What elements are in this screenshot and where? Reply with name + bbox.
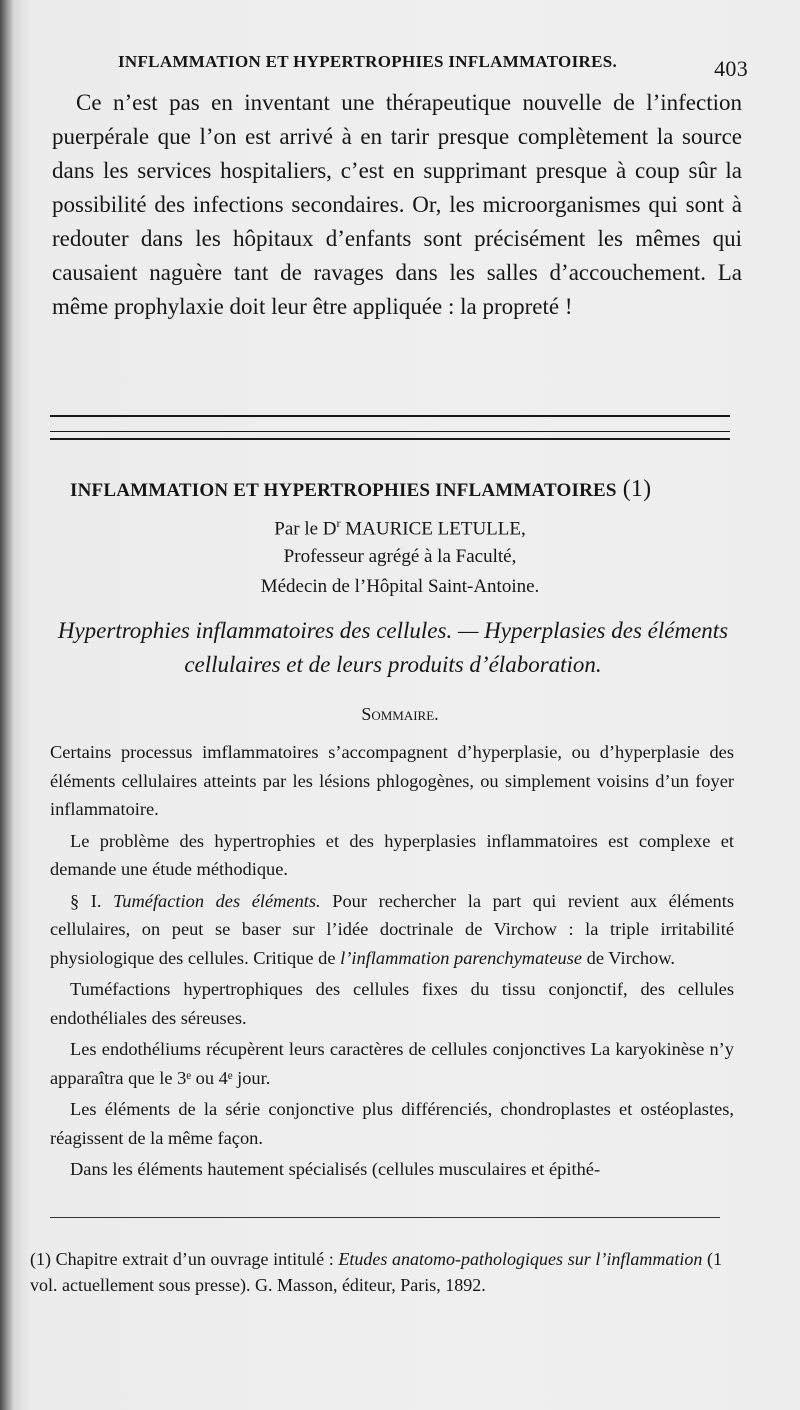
summary-paragraph-2: Le problème des hypertrophies et des hyperplasies inflammatoires est complexe et demande une étude méthodique. — [50, 830, 734, 879]
summary-paragraph-7: Dans les éléments hautement spécialisés (cellules musculaires et épithé- — [70, 1159, 601, 1179]
section-rule-middle — [50, 431, 730, 432]
section-heading: Tuméfaction des éléments. — [113, 890, 321, 911]
section-italic-term: l’inflammation parenchymateuse — [340, 947, 583, 968]
summary-paragraph-4: Tuméfactions hypertrophiques des cellules fixes du tissu conjonctif, des cellules endothéliales des séreuses. — [50, 979, 734, 1028]
section-marker: § I. — [70, 890, 114, 911]
section-rule-bottom — [50, 438, 730, 440]
footnote-rule — [50, 1217, 720, 1218]
section-text-end: de Virchow. — [582, 947, 675, 968]
intro-paragraph: Ce n’est pas en inventant une thérapeutique nouvelle de l’infection puerpérale que l’on est arrivé à en tarir presque complètement la source dans les services hospitaliers, c’est en supprimant presque à coup sûr la possibilité des infections secondaires. Or, les microorganismes qui sont à redouter dans les hôpitaux d’enfants sont précisément les mêmes qui causaient naguère tant de ravages dans les salles d’accouchement. La même prophylaxie doit leur être appliquée : la propreté ! — [52, 90, 742, 319]
author-prefix-sup: r — [336, 516, 341, 530]
summary-block — [50, 738, 734, 1187]
author-line — [120, 516, 680, 540]
article-subtitle: Hypertrophies inflammatoires des cellules. — Hyperplasies des éléments cellulaires et de leurs produits d’élaboration. — [57, 618, 729, 677]
summary-paragraph-6: Les éléments de la série conjonctive plus différenciés, chondroplastes et ostéoplastes, réagissent de la même façon. — [50, 1099, 734, 1148]
summary-paragraph-3 — [50, 887, 734, 973]
footnote-rest: (1 vol. actuellement sous presse). G. Masson, éditeur, Paris, 1892. — [30, 1249, 722, 1295]
article-title — [70, 476, 730, 503]
sommaire-heading: Sommaire. — [361, 704, 439, 724]
footnote-work-title: Etudes anatomo-pathologiques sur l’inflammation — [338, 1249, 703, 1269]
running-head — [118, 52, 748, 81]
intro-paragraph-block — [52, 86, 742, 324]
page-number: 403 — [714, 56, 748, 81]
running-head-title: INFLAMMATION ET HYPERTROPHIES INFLAMMATOIRES. — [118, 52, 618, 71]
author-name: MAURICE LETULLE, — [340, 518, 526, 540]
summary-paragraph-5: Les endothéliums récupèrent leurs caractères de cellules conjonctives La karyokinèse n’y apparaîtra que le 3ᵉ ou 4ᵉ jour. — [50, 1039, 734, 1088]
summary-paragraph-1: Certains processus imflammatoires s’accompagnent d’hyperplasie, ou d’hyperplasie des éléments cellulaires atteints par les lésions phlogogènes, ou simplement voisins d’un foyer inflammatoire. — [50, 742, 734, 819]
author-role-2: Médecin de l’Hôpital Saint-Antoine. — [260, 576, 540, 597]
section-rule-top — [50, 415, 730, 417]
footnote-lead: (1) Chapitre extrait d’un ouvrage intitulé : — [30, 1249, 339, 1269]
footnote-reference: (1) — [622, 476, 652, 502]
footnote — [30, 1246, 722, 1298]
section-text: Pour rechercher la part qui revient aux éléments cellulaires, on peut se baser sur l’idée doctrinale de Virchow : la triple irritabilité physiologique des cellules. Critique de — [50, 890, 734, 968]
article-title-text: INFLAMMATION ET HYPERTROPHIES INFLAMMATOIRES — [70, 480, 617, 501]
author-prefix: Par le D — [274, 518, 337, 540]
author-role-1: Professeur agrégé à la Faculté, — [283, 546, 517, 567]
